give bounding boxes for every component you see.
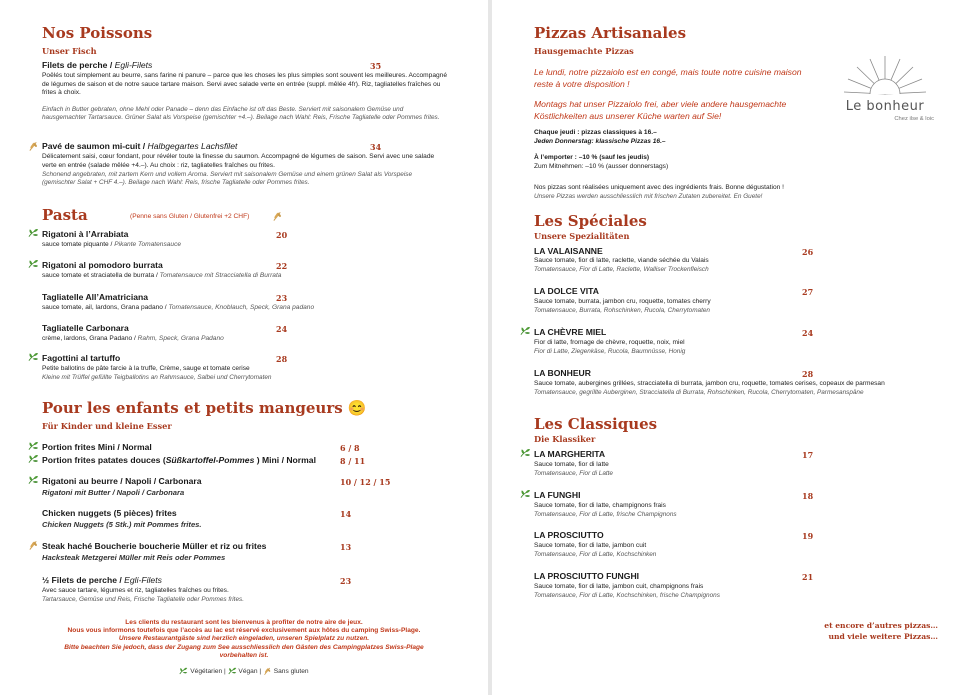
pasta-item-description	[42, 272, 281, 281]
desc-de: Pikante Tomatensauce	[114, 241, 182, 248]
more-pizzas-de: und viele weitere Pizzas…	[828, 632, 938, 641]
kids-item-title: Steak haché Boucherie boucherie Müller et riz ou frites	[42, 541, 267, 551]
right-menu-page	[492, 0, 980, 695]
vegetarian-icon	[28, 454, 39, 464]
gluten-free-icon	[28, 540, 39, 550]
diet-legend	[0, 667, 488, 675]
more-pizzas-fr: et encore d’autres pizzas…	[824, 621, 938, 630]
pizza-price: 17	[802, 450, 814, 460]
specials-heading: Les Spéciales	[534, 212, 647, 230]
pizza-title: LA VALAISANNE	[534, 246, 603, 256]
perche-title	[42, 60, 152, 70]
pasta-item-title: Tagliatelle Carbonara	[42, 323, 129, 333]
pizza-price: 18	[802, 491, 814, 501]
pizza-description-de: Fior di Latte, Ziegenkäse, Rucola, Baumnüsse, Honig	[534, 348, 686, 355]
desc-fr: sauce tomate, ail, lardons, Grana padano /	[42, 304, 169, 311]
saumon-description-de: Schonend angebraten, mit zartem Kern und vollem Aroma. Serviert mit saisonalem Gemüse und einem grünen Salat als Vorspeise (gemischter Salat + CHF 4.–). Beilage nach Wahl: Reis, frische Tagliatelle oder Pommes frites.	[42, 171, 413, 187]
footer-line: Bitte beachten Sie jedoch, dass der Zugang zum See ausschliesslich den Gästen des Campingplatzes Swiss-Plage	[64, 643, 424, 651]
kids-item-title	[42, 455, 316, 465]
fresh-ingredients-note-de: Unsere Pizzas werden ausschliesslich mit frischen Zutaten zubereitet. En Guete!	[534, 193, 763, 200]
pasta-item-title: Tagliatelle All’Amatriciana	[42, 292, 149, 302]
pizza-description: Fior di latte, fromage de chèvre, roquette, noix, miel	[534, 339, 685, 346]
pizza-title: LA PROSCIUTTO FUNGHI	[534, 571, 640, 581]
kids-item-title: Chicken nuggets (5 pièces) frites	[42, 508, 177, 518]
fish-heading: Nos Poissons	[42, 24, 153, 42]
pizza-title: LA DOLCE VITA	[534, 286, 599, 296]
pasta-item-price: 23	[276, 293, 288, 303]
vegetarian-icon	[28, 352, 39, 362]
footer-line: Les clients du restaurant sont les bienvenus à profiter de notre aire de jeux.	[125, 619, 363, 626]
kids-item-description-de: Rigatoni mit Butter / Napoli / Carbonara	[42, 488, 185, 497]
more-pizzas-note	[824, 620, 938, 642]
vegan-icon	[228, 667, 237, 675]
vegetarian-icon	[520, 326, 531, 336]
vegetarian-icon	[520, 448, 531, 458]
pizza-price: 24	[802, 328, 814, 338]
pizza-description-de: Tomatensauce, Fior di Latte, Kochschinken, frische Champignons	[534, 592, 720, 599]
perche-description-de: Einfach in Butter gebraten, ohne Mehl oder Panade – denn das Einfache ist oft das Beste. Serviert mit saisonalem Gemüse und hausgemachter Tartarsauce. Grüner Salat als Vorspeise (gemischter +4.–). Beilage nach Wahl: Reis, Frische Tagliatelle oder Pommes frites.	[42, 106, 440, 122]
vegetarian-icon	[28, 259, 39, 269]
pizza-price: 27	[802, 287, 814, 297]
vegetarian-icon	[28, 441, 39, 451]
desc-fr: crème, lardons, Grana Padano /	[42, 335, 138, 342]
pasta-item-title: Rigatoni à l’Arrabiata	[42, 229, 129, 239]
kids-item-title	[42, 575, 162, 585]
footer-line: Nous vous informons toutefois que l’accès au lac est réservé exclusivement aux hôtes du camping Swiss-Plage.	[67, 627, 421, 635]
pizza-description: Sauce tomate, fior di latte, jambon cuit	[534, 542, 647, 549]
vegetarian-icon	[520, 489, 531, 499]
pizza-price: 26	[802, 247, 814, 257]
title-de: Süßkartoffel-Pommes	[165, 455, 255, 465]
kids-item-price: 14	[340, 509, 352, 519]
saumon-title-de: Halbgegartes Lachsfilet	[147, 141, 238, 151]
takeaway-offer-de: Zum Mitnehmen: –10 % (ausser donnerstags)	[534, 163, 669, 170]
pizza-title: LA MARGHERITA	[534, 449, 606, 459]
kids-item-title: Rigatoni au beurre / Napoli / Carbonara	[42, 476, 202, 486]
logo-name: Le bonheur	[845, 99, 925, 114]
kids-heading: Pour les enfants et petits mangeurs 😊	[42, 399, 367, 417]
kids-item-description-de: Chicken Nuggets (5 Stk.) mit Pommes frites.	[42, 520, 202, 529]
pasta-gluten-note: (Penne sans Gluten / Glutenfrei +2 CHF)	[130, 213, 250, 220]
pizza-subheading: Hausgemachte Pizzas	[534, 46, 634, 56]
title-fr: Portion frites patates douces (	[42, 455, 166, 465]
thursday-offer-de: Jeden Donnerstag: klassische Pizzas 16.–	[534, 138, 666, 145]
pizza-description: Sauce tomate, burrata, jambon cru, roquette, tomates cherry	[534, 298, 711, 305]
pasta-item-price: 28	[276, 354, 288, 364]
kids-item-price: 8 / 11	[340, 456, 366, 466]
title-end: ) Mini / Normal	[254, 455, 316, 465]
pizza-description-de: Tomatensauce, Fior di Latte, frische Champignons	[534, 511, 677, 518]
pasta-heading: Pasta	[42, 206, 88, 224]
pizza-description-de: Tomatensauce, gegrillte Auberginen, Stracciatella di Burrata, Rohschinken, Rucola, Cherrytomaten, Parmesanspäne	[534, 389, 864, 396]
pizza-description-de: Tomatensauce, Fior di Latte	[534, 470, 613, 477]
kids-item-description: Avec sauce tartare, légumes et riz, tagliatelles fraîches ou frites.	[42, 587, 229, 594]
kids-item-price: 23	[340, 576, 352, 586]
classics-heading: Les Classiques	[534, 415, 658, 433]
pasta-item-price: 24	[276, 324, 288, 334]
kids-item-title: Portion frites Mini / Normal	[42, 442, 152, 452]
footer-line: Unsere Restaurantgäste sind herzlich eingeladen, unseren Spielplatz zu nutzen.	[118, 635, 370, 643]
vegetarian-icon	[28, 228, 39, 238]
pizza-description: Sauce tomate, fior di latte, raclette, viande séchée du Valais	[534, 257, 709, 264]
left-menu-page	[0, 0, 488, 695]
pizza-description-de: Tomatensauce, Fior di Latte, Kochschinken	[534, 551, 657, 558]
pasta-item-price: 22	[276, 261, 288, 271]
fish-subheading: Unser Fisch	[42, 46, 97, 56]
specials-subheading: Unsere Spezialitäten	[534, 231, 630, 241]
pizza-price: 21	[802, 572, 814, 582]
legend-gluten-free: Sans gluten	[273, 667, 309, 675]
pizza-description: Sauce tomate, fior di latte, champignons frais	[534, 502, 666, 509]
pizza-title: LA CHÈVRE MIEL	[534, 327, 607, 337]
pizza-price: 19	[802, 531, 814, 541]
pasta-item-description	[42, 241, 181, 250]
desc-de: Tomatensauce, Knoblauch, Speck, Grana padano	[168, 304, 315, 311]
title-de: Egli-Filets	[124, 575, 162, 585]
perche-title-de: Egli-Filets	[114, 60, 153, 70]
kids-item-price: 13	[340, 542, 352, 552]
pasta-item-description	[42, 335, 224, 344]
saumon-title-fr: Pavé de saumon mi-cuit /	[42, 141, 146, 151]
kids-subheading: Für Kinder und kleine Esser	[42, 421, 172, 431]
pizza-description: Sauce tomate, aubergines grillées, stracciatella di burrata, jambon cru, roquette, tomates cerises, copeaux de parmesan	[534, 380, 885, 387]
pasta-item-title: Rigatoni al pomodoro burrata	[42, 260, 163, 270]
legend-vegetarian: Végétarien |	[190, 667, 226, 675]
desc-fr: sauce tomate et straciatella de burrata /	[42, 272, 160, 279]
pasta-item-price: 20	[276, 230, 288, 240]
thursday-offer: Chaque jeudi : pizzas classiques à 16.–	[534, 129, 657, 136]
perche-title-fr: Filets de perche /	[42, 60, 113, 70]
pasta-item-description-de: Kleine mit Trüffel gefüllte Teigballotins an Rahmsauce, Salbei und Cherrytomaten	[42, 374, 272, 381]
saumon-description: Délicatement saisi, cœur fondant, pour révéler toute la finesse du saumon. Accompagné de légumes de saison. Servi avec une salade verte en entrée (salade mêlée +4.–). Au choix : riz, tagliatelles fraîches ou frites.	[42, 153, 435, 169]
monday-note-fr: Le lundi, notre pizzaiolo est en congé, mais toute notre cuisine maison reste à votre disposition !	[534, 67, 802, 89]
perche-description: Poêlés tout simplement au beurre, sans farine ni panure – parce que les choses les plus simples sont souvent les meilleures. Accompagné de légumes de saison et de notre sauce tartare maison. Servi avec salade verte en entrée (suppl. mêlée 4fr). Riz, tagliatelles fraîches ou frites à choix.	[42, 72, 448, 97]
monday-note-de: Montags hat unser Pizzaiolo frei, aber viele andere hausgemachte Köstlichkeiten aus unserer Küche warten auf Sie!	[534, 99, 787, 121]
pizza-price: 28	[802, 369, 814, 379]
classics-subheading: Die Klassiker	[534, 434, 596, 444]
pizza-title: LA FUNGHI	[534, 490, 581, 500]
desc-de: Rahm, Speck, Grana Padano	[137, 335, 224, 342]
pizza-title: LA BONHEUR	[534, 368, 591, 378]
title-fr: ½ Filets de perche /	[42, 575, 125, 585]
pizza-description-de: Tomatensauce, Fior di Latte, Raclette, Walliser Trockenfleisch	[534, 266, 709, 273]
restaurant-logo	[830, 50, 940, 130]
gluten-free-icon	[272, 211, 283, 221]
footer-line: vorbehalten ist.	[219, 651, 269, 659]
perche-price: 35	[370, 61, 382, 71]
pizza-description-de: Tomatensauce, Burrata, Rohschinken, Rucola, Cherrytomaten	[534, 307, 710, 314]
kids-item-price: 10 / 12 / 15	[340, 477, 391, 487]
kids-item-description-de: Hacksteak Metzgerei Müller mit Reis oder Pommes	[42, 553, 226, 562]
kids-item-description-de: Tartarsauce, Gemüse und Reis, Frische Tagliatelle oder Pommes frites.	[42, 596, 244, 603]
pasta-item-description	[42, 304, 314, 313]
desc-de: Tomatensauce mit Stracciatella di Burrata	[159, 272, 282, 279]
kids-item-price: 6 / 8	[340, 443, 360, 453]
vegetarian-icon	[28, 475, 39, 485]
saumon-title	[42, 141, 237, 151]
pizza-description: Sauce tomate, fior di latte	[534, 461, 609, 468]
pizza-heading: Pizzas Artisanales	[534, 24, 687, 42]
desc-fr: sauce tomate piquante /	[42, 241, 115, 248]
gluten-free-icon	[28, 141, 39, 151]
pasta-item-description: Petite ballotins de pâte farcie à la truffe, Crème, sauge et tomate cerise	[42, 365, 250, 372]
vegetarian-icon	[179, 667, 188, 675]
sunburst-icon	[830, 50, 940, 100]
logo-tagline: Chez ilse & loic	[894, 116, 934, 122]
pizza-description: Sauce tomate, fior di latte, jambon cuit, champignons frais	[534, 583, 704, 590]
saumon-price: 34	[370, 142, 382, 152]
takeaway-offer: À l’emporter : –10 % (sauf les jeudis)	[534, 154, 650, 161]
pizza-title: LA PROSCIUTTO	[534, 530, 604, 540]
pasta-item-title: Fagottini al tartuffo	[42, 353, 121, 363]
footer-note	[0, 619, 488, 660]
gluten-free-icon	[263, 667, 272, 675]
legend-vegan: Végan |	[238, 667, 262, 675]
fresh-ingredients-note: Nos pizzas sont réalisées uniquement avec des ingrédients frais. Bonne dégustation !	[534, 184, 784, 191]
